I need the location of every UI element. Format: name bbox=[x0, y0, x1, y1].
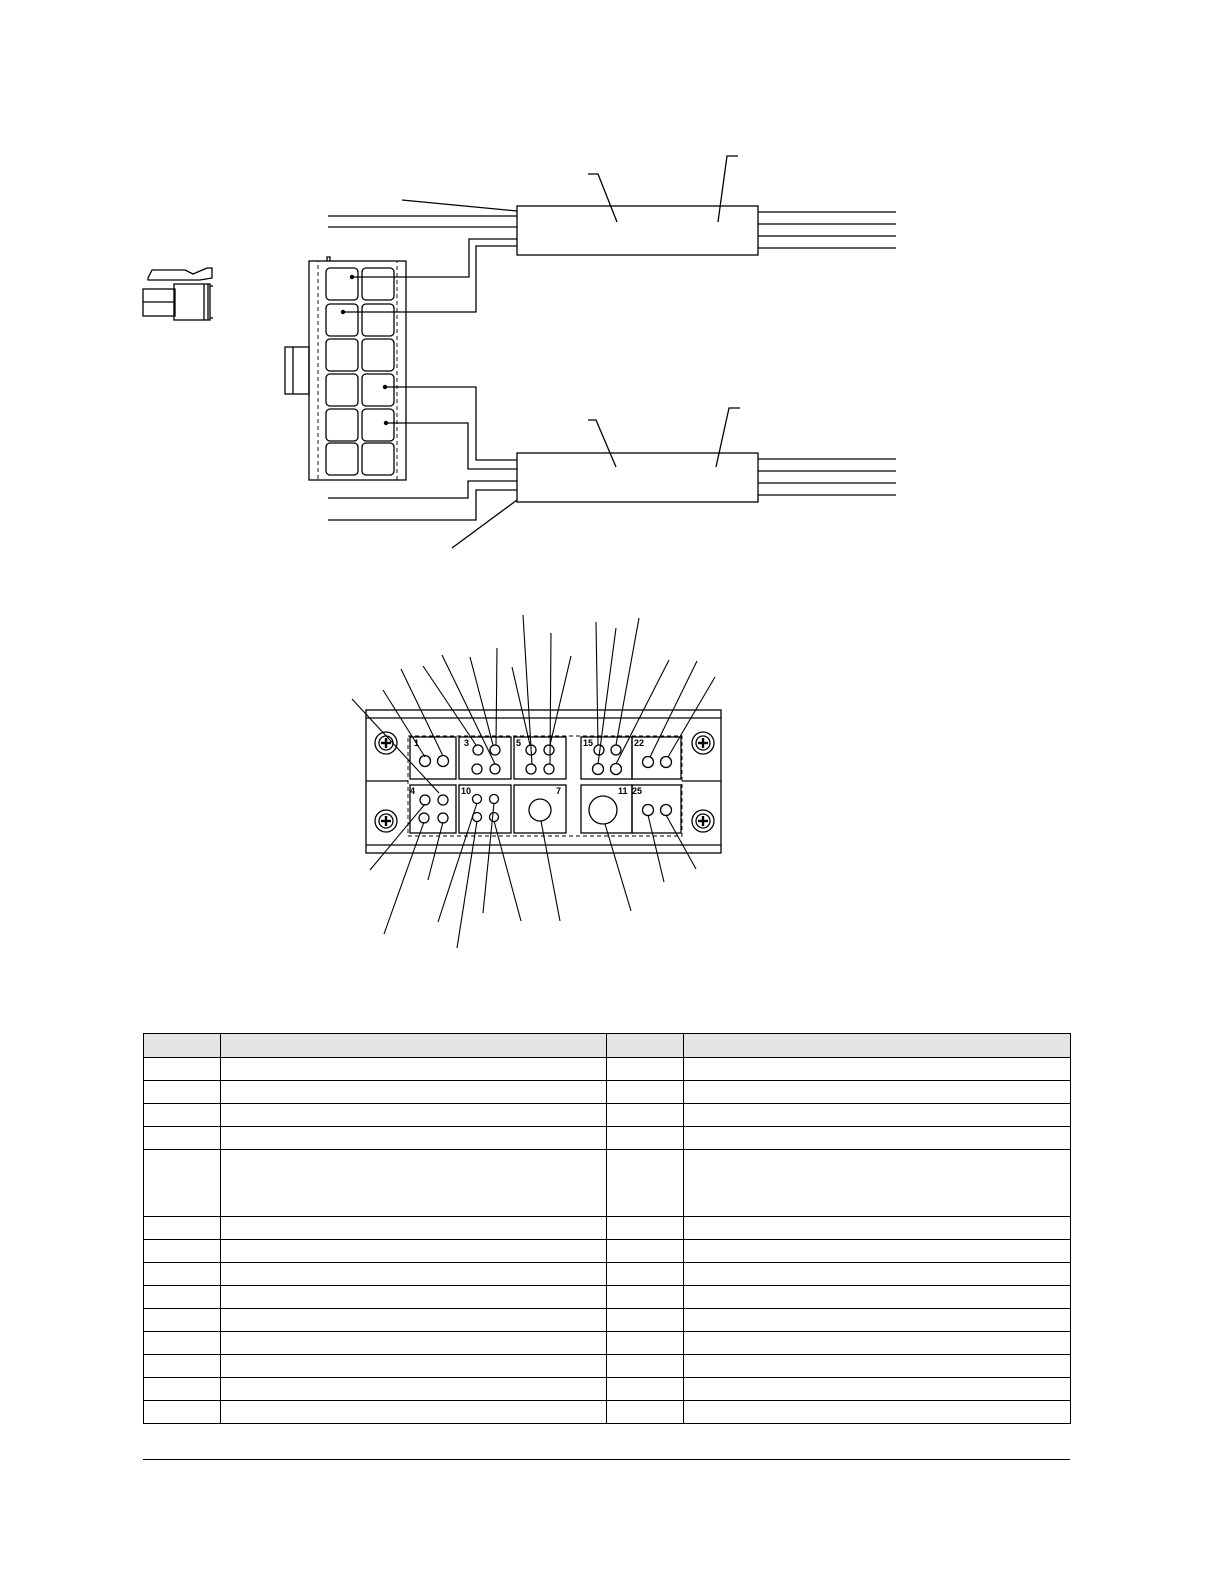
table-row bbox=[144, 1150, 1071, 1217]
pin-dots bbox=[341, 275, 388, 425]
footer-divider bbox=[143, 1459, 1070, 1460]
table-row bbox=[144, 1401, 1071, 1424]
table-row bbox=[144, 1355, 1071, 1378]
parts-list-table bbox=[143, 1033, 1071, 1424]
mounting-screw-top-right bbox=[692, 732, 714, 754]
slot-label: 22 bbox=[634, 738, 645, 748]
connector-side-view bbox=[143, 268, 213, 320]
lower-heat-shrink-sleeve bbox=[517, 453, 758, 502]
slot-label: 1 bbox=[414, 738, 420, 748]
table-row bbox=[144, 1286, 1071, 1309]
slot-label: 15 bbox=[583, 738, 594, 748]
table-row bbox=[144, 1104, 1071, 1127]
slot-label: 5 bbox=[516, 738, 522, 748]
slot-label: 7 bbox=[556, 786, 562, 796]
header-cell bbox=[221, 1034, 607, 1058]
table-header-row bbox=[144, 1034, 1071, 1058]
table-row bbox=[144, 1332, 1071, 1355]
socket-block bbox=[352, 615, 721, 948]
table-row bbox=[144, 1240, 1071, 1263]
header-cell bbox=[144, 1034, 221, 1058]
mounting-screw-bottom-left bbox=[375, 810, 397, 832]
leader-lines-bottom bbox=[370, 803, 696, 948]
table-row bbox=[144, 1058, 1071, 1081]
table-row bbox=[144, 1217, 1071, 1240]
slot-label: 3 bbox=[464, 738, 470, 748]
header-cell bbox=[607, 1034, 684, 1058]
leader-lines-top bbox=[352, 615, 715, 793]
table-row bbox=[144, 1378, 1071, 1401]
slot-label: 4 bbox=[410, 786, 416, 796]
header-cell bbox=[684, 1034, 1071, 1058]
connector-pin-grid bbox=[326, 268, 394, 475]
slot-label: 11 bbox=[618, 786, 628, 796]
upper-heat-shrink-sleeve bbox=[517, 206, 758, 255]
table-row bbox=[144, 1263, 1071, 1286]
connector-12-pin-front bbox=[285, 257, 406, 480]
slot-label: 10 bbox=[461, 786, 472, 796]
mounting-screw-bottom-right bbox=[692, 810, 714, 832]
table-row bbox=[144, 1309, 1071, 1332]
socket-slots bbox=[410, 737, 681, 833]
upper-wire-bundle bbox=[328, 156, 896, 312]
slot-label: 25 bbox=[632, 786, 643, 796]
table-row bbox=[144, 1127, 1071, 1150]
lower-wire-bundle bbox=[328, 387, 896, 548]
table-row bbox=[144, 1081, 1071, 1104]
